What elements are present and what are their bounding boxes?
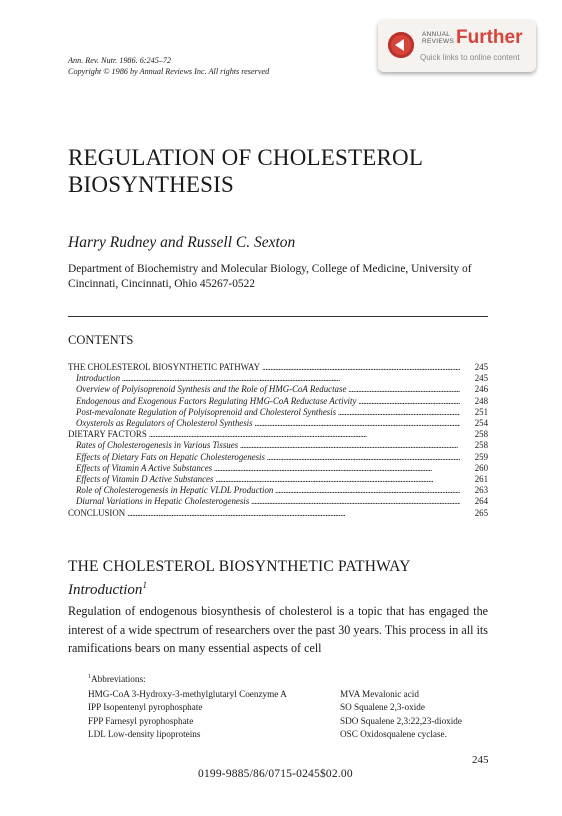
toc-leader-dots (255, 418, 460, 429)
abbreviation-entry: IPP Isopentenyl pyrophosphate (88, 702, 203, 713)
toc-entry-title: Endogenous and Exogenous Factors Regulating HMG-CoA Reductase Activity (76, 395, 357, 406)
table-of-contents (68, 362, 488, 519)
toc-entry-page: 246 (474, 384, 488, 395)
toc-leader-dots (251, 496, 460, 507)
toc-entry-title: THE CHOLESTEROL BIOSYNTHETIC PATHWAY (68, 362, 261, 372)
toc-leader-dots (348, 384, 460, 395)
article-title (68, 144, 423, 198)
journal-citation: Ann. Rev. Nutr. 1986. 6:245–72 (68, 56, 172, 65)
toc-entry-title: Post-mevalonate Regulation of Polyisoprenoid and Cholesterol Synthesis (76, 406, 337, 417)
toc-entry[interactable] (68, 396, 488, 407)
annual-reviews-further-badge[interactable] (378, 20, 536, 72)
toc-entry-page: 251 (474, 406, 488, 417)
article-title-line2: BIOSYNTHESIS (68, 172, 234, 197)
toc-entry[interactable] (68, 418, 488, 429)
footnote-abbreviations-left (88, 688, 287, 741)
toc-entry-page: 248 (474, 395, 488, 406)
toc-leader-dots (262, 362, 460, 373)
author-affiliation: Department of Biochemistry and Molecular Biology, College of Medicine, University of Cincinnati, Cincinnati, Ohio 45267-0522 (68, 263, 472, 290)
toc-entry-title: Effects of Vitamin D Active Substances (76, 474, 214, 485)
toc-leader-dots (122, 373, 460, 384)
toc-entry-page: 258 (474, 429, 488, 440)
toc-entry-title: Diurnal Variations in Hepatic Cholesterogenesis (76, 496, 250, 507)
contents-heading: CONTENTS (68, 333, 134, 347)
journal-citation-block (68, 55, 269, 77)
toc-leader-dots (214, 463, 460, 474)
toc-entry-page: 265 (474, 507, 488, 518)
toc-entry[interactable] (68, 474, 488, 485)
toc-entry[interactable] (68, 362, 488, 373)
toc-entry[interactable] (68, 373, 488, 384)
toc-entry[interactable] (68, 452, 488, 463)
toc-leader-dots (240, 440, 460, 451)
toc-entry-page: 261 (474, 474, 488, 485)
toc-entry[interactable] (68, 508, 488, 519)
toc-leader-dots (267, 452, 460, 463)
toc-entry[interactable] (68, 384, 488, 395)
toc-leader-dots (275, 485, 460, 496)
subsection-heading: Introduction$^1$ (68, 580, 147, 598)
price-code: 0199-9885/86/0715-0245$02.00 (198, 768, 353, 780)
abbreviation-entry: OSC Oxidosqualene cyclase. (340, 728, 447, 739)
toc-entry-title: CONCLUSION (68, 507, 126, 518)
toc-entry[interactable] (68, 407, 488, 418)
toc-entry-page: 260 (474, 462, 488, 473)
toc-entry[interactable] (68, 440, 488, 451)
abbreviation-entry: SDO Squalene 2,3:22,23-dioxide (340, 715, 462, 726)
copyright-notice: Copyright © 1986 by Annual Reviews Inc. All rights reserved (68, 67, 270, 76)
toc-entry-title: Introduction (76, 373, 121, 384)
toc-leader-dots (338, 407, 460, 418)
toc-leader-dots (149, 429, 460, 440)
toc-entry-title: Effects of Dietary Fats on Hepatic Cholesterogenesis (76, 451, 265, 462)
toc-leader-dots (215, 474, 460, 485)
footnote-title: $^1$Abbreviations: (88, 674, 146, 685)
toc-entry-title: Overview of Polyisoprenoid Synthesis and the Role of HMG-CoA Reductase (76, 384, 347, 395)
further-logo-text: Further (456, 27, 523, 48)
toc-entry-title: DIETARY FACTORS (68, 429, 147, 440)
section-heading: THE CHOLESTEROL BIOSYNTHETIC PATHWAY (68, 558, 411, 575)
toc-entry-title: Rates of Cholesterogenesis in Various Tissues (76, 440, 239, 451)
toc-entry-page: 245 (474, 362, 488, 372)
page-number: 245 (472, 754, 489, 766)
toc-entry-title: Oxysterols as Regulators of Cholesterol Synthesis (76, 418, 253, 429)
footnote-reference[interactable]: 1 (142, 580, 147, 590)
divider-rule (68, 316, 488, 317)
annual-reviews-logo-text: ANNUAL REVIEWS (422, 31, 455, 45)
toc-leader-dots (358, 396, 460, 407)
body-paragraph: Regulation of endogenous biosynthesis of cholesterol is a topic that has engaged the interest of a wide spectrum of researchers over the past 30 years. This process in all its ramifications bears on many essential aspects of cell (68, 604, 488, 655)
toc-entry-page: 258 (474, 440, 488, 451)
toc-entry-title: Role of Cholesterogenesis in Hepatic VLDL Production (76, 485, 274, 496)
toc-entry-page: 254 (474, 418, 488, 429)
abbreviation-entry: SO Squalene 2,3-oxide (340, 702, 425, 713)
badge-subtitle: Quick links to online content (420, 53, 520, 62)
toc-entry-title: Effects of Vitamin A Active Substances (76, 462, 213, 473)
abbreviation-entry: LDL Low-density lipoproteins (88, 728, 201, 739)
toc-entry-page: 259 (474, 451, 488, 462)
abbreviation-entry: MVA Mevalonic acid (340, 689, 419, 699)
toc-entry[interactable] (68, 485, 488, 496)
abbreviation-entry: HMG-CoA 3-Hydroxy-3-methylglutaryl Coenzyme A (88, 689, 287, 699)
toc-entry[interactable] (68, 496, 488, 507)
toc-entry-page: 264 (474, 496, 488, 507)
toc-entry-page: 263 (474, 485, 488, 496)
toc-leader-dots (127, 508, 460, 519)
toc-entry[interactable] (68, 429, 488, 440)
play-arrow-icon (388, 32, 414, 58)
article-title-line1: REGULATION OF CHOLESTEROL (68, 145, 424, 170)
toc-entry[interactable] (68, 463, 488, 474)
abbreviation-entry: FPP Farnesyl pyrophosphate (88, 715, 194, 726)
footnote-marker: 1 (88, 674, 91, 680)
toc-entry-page: 245 (474, 373, 488, 384)
article-authors: Harry Rudney and Russell C. Sexton (68, 234, 296, 251)
footnote-abbreviations-right (340, 688, 462, 741)
